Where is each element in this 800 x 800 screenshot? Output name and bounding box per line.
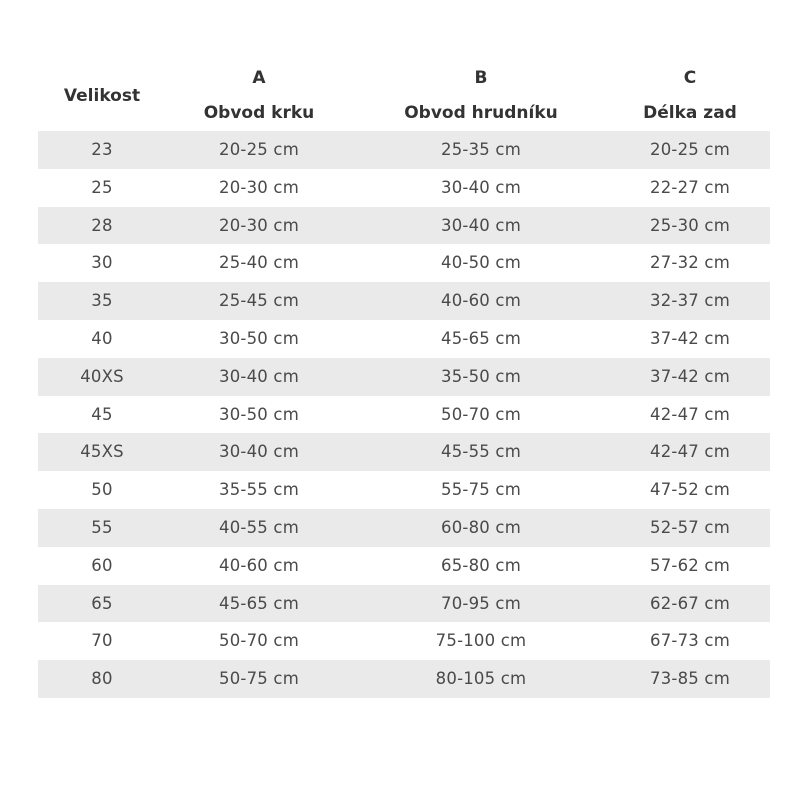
size-cell: 70 (91, 631, 113, 651)
header-back-letter: C (683, 68, 697, 88)
neck-cell: 35-55 cm (219, 480, 299, 500)
chest-cell: 45-65 cm (441, 328, 521, 348)
chest-cell: 60-80 cm (441, 517, 521, 537)
chest-cell: 30-40 cm (441, 177, 521, 197)
back-cell: 42-47 cm (650, 442, 730, 462)
table-row (38, 509, 770, 547)
chest-cell: 30-40 cm (441, 215, 521, 235)
table-row (38, 660, 770, 698)
back-cell: 27-32 cm (650, 253, 730, 273)
size-cell: 25 (91, 177, 113, 197)
back-cell: 57-62 cm (650, 555, 730, 575)
size-cell: 45XS (80, 442, 124, 462)
table-row (38, 585, 770, 623)
neck-cell: 25-40 cm (219, 253, 299, 273)
chest-cell: 40-50 cm (441, 253, 521, 273)
back-cell: 47-52 cm (650, 480, 730, 500)
table-body (38, 131, 770, 698)
chest-cell: 65-80 cm (441, 555, 521, 575)
back-cell: 32-37 cm (650, 291, 730, 311)
back-cell: 67-73 cm (650, 631, 730, 651)
back-cell: 37-42 cm (650, 366, 730, 386)
chest-cell: 70-95 cm (441, 593, 521, 613)
neck-cell: 30-40 cm (219, 366, 299, 386)
neck-cell: 20-30 cm (219, 215, 299, 235)
table-row (38, 207, 770, 245)
chest-cell: 55-75 cm (441, 480, 521, 500)
neck-cell: 50-75 cm (219, 669, 299, 689)
header-chest-letter: B (474, 68, 488, 88)
back-cell: 62-67 cm (650, 593, 730, 613)
header-chest-label: Obvod hrudníku (404, 103, 558, 123)
back-cell: 20-25 cm (650, 140, 730, 159)
neck-cell: 30-50 cm (219, 328, 299, 348)
table-row (38, 622, 770, 660)
back-cell: 37-42 cm (650, 328, 730, 348)
table-row (38, 282, 770, 320)
chest-cell: 80-105 cm (435, 669, 527, 689)
table-row (38, 131, 770, 169)
neck-cell: 40-55 cm (219, 517, 299, 537)
back-cell: 52-57 cm (650, 517, 730, 537)
neck-cell: 30-50 cm (219, 404, 299, 424)
size-cell: 40XS (80, 366, 124, 386)
header-neck-label: Obvod krku (203, 103, 315, 123)
neck-cell: 45-65 cm (219, 593, 299, 613)
table-row (38, 471, 770, 509)
size-cell: 80 (91, 669, 113, 689)
header-size-label: Velikost (63, 86, 141, 106)
size-cell: 50 (91, 480, 113, 500)
chest-cell: 25-35 cm (441, 140, 521, 159)
table-row (38, 320, 770, 358)
neck-cell: 25-45 cm (219, 291, 299, 311)
header-neck-letter: A (252, 68, 266, 88)
header-back-label: Délka zad (643, 103, 737, 123)
neck-cell: 20-30 cm (219, 177, 299, 197)
chest-cell: 45-55 cm (441, 442, 521, 462)
size-cell: 45 (91, 404, 113, 424)
table-row (38, 244, 770, 282)
chest-cell: 75-100 cm (435, 631, 527, 651)
neck-cell: 40-60 cm (219, 555, 299, 575)
back-cell: 42-47 cm (650, 404, 730, 424)
size-cell: 30 (91, 253, 113, 273)
size-cell: 40 (91, 328, 113, 348)
back-cell: 22-27 cm (650, 177, 730, 197)
table-row (38, 358, 770, 396)
chest-cell: 40-60 cm (441, 291, 521, 311)
table-row (38, 396, 770, 434)
table-row (38, 169, 770, 207)
size-cell: 35 (91, 291, 113, 311)
back-cell: 25-30 cm (650, 215, 730, 235)
size-cell: 65 (91, 593, 113, 613)
neck-cell: 50-70 cm (219, 631, 299, 651)
chest-cell: 35-50 cm (441, 366, 521, 386)
size-table (38, 60, 770, 698)
chest-cell: 50-70 cm (441, 404, 521, 424)
size-cell: 23 (91, 140, 113, 159)
neck-cell: 20-25 cm (219, 140, 299, 159)
back-cell: 73-85 cm (650, 669, 730, 689)
neck-cell: 30-40 cm (219, 442, 299, 462)
size-cell: 60 (91, 555, 113, 575)
size-cell: 55 (91, 517, 113, 537)
table-row (38, 433, 770, 471)
table-header (38, 60, 770, 131)
size-cell: 28 (91, 215, 113, 235)
table-row (38, 547, 770, 585)
